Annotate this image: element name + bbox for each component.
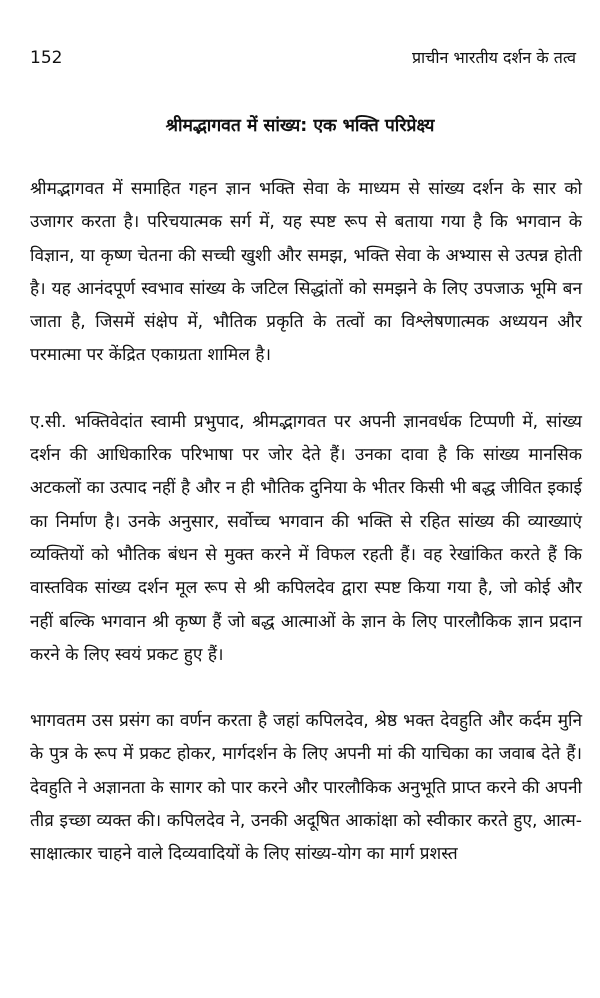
running-header — [30, 44, 576, 72]
chapter-title: श्रीमद्भागवत में सांख्य: एक भक्ति परिप्रेक्ष्य — [165, 116, 435, 136]
page-number: 152 — [30, 48, 63, 68]
book-title: प्राचीन भारतीय दर्शन के तत्व — [411, 48, 576, 67]
body-text — [30, 173, 582, 872]
paragraph-1: श्रीमद्भागवत में समाहित गहन ज्ञान भक्ति सेवा के माध्यम से सांख्य दर्शन के सार को उजागर करता है। परिचयात्मक सर्ग में, यह स्पष्ट रूप से बताया गया है कि भगवान के विज्ञान, या कृष्ण चेतना की सच्ची खुशी और समझ, भक्ति सेवा के अभ्यास से उत्पन्न होती है। यह आनंदपूर्ण स्वभाव सांख्य के जटिल सिद्धांतों को समझने के लिए उपजाऊ भूमि बन जाता है, जिसमें संक्षेप में, भौतिक प्रकृति के तत्वों का विश्लेषणात्मक अध्ययन और परमात्मा पर केंद्रित एकाग्रता शामिल है। — [30, 179, 582, 366]
paragraph-3: भागवतम उस प्रसंग का वर्णन करता है जहां कपिलदेव, श्रेष्ठ भक्त देवहुति और कर्दम मुनि के पुत्र के रूप में प्रकट होकर, मार्गदर्शन के लिए अपनी मां की याचिका का जवाब देते हैं। देवहुति ने अज्ञानता के सागर को पार करने और पारलौकिक अनुभूति प्राप्त करने की अपनी तीव्र इच्छा व्यक्त की। कपिलदेव ने, उनकी अदूषित आकांक्षा को स्वीकार करते हुए, आत्म-साक्षात्कार चाहने वाले दिव्यवादियों के लिए सांख्य-योग का मार्ग प्रशस्त — [30, 711, 582, 865]
paragraph-2: ए.सी. भक्तिवेदांत स्वामी प्रभुपाद, श्रीमद्भागवत पर अपनी ज्ञानवर्धक टिप्पणी में, सांख्य दर्शन की आधिकारिक परिभाषा पर जोर देते हैं। उनका दावा है कि सांख्य मानसिक अटकलों का उत्पाद नहीं है और न ही भौतिक दुनिया के भीतर किसी भी बद्ध जीवित इकाई का निर्माण है। उनके अनुसार, सर्वोच्च भगवान की भक्ति से रहित सांख्य की व्याख्याएं व्यक्तियों को भौतिक बंधन से मुक्त करने में विफल रहती हैं। वह रेखांकित करते हैं कि वास्तविक सांख्य दर्शन मूल रूप से श्री कपिलदेव द्वारा स्पष्ट किया गया है, जो कोई और नहीं बल्कि भगवान श्री कृष्ण हैं जो बद्ध आत्माओं के ज्ञान के लिए पारलौकिक ज्ञान प्रदान करने के लिए स्वयं प्रकट हुए हैं। — [30, 411, 582, 665]
